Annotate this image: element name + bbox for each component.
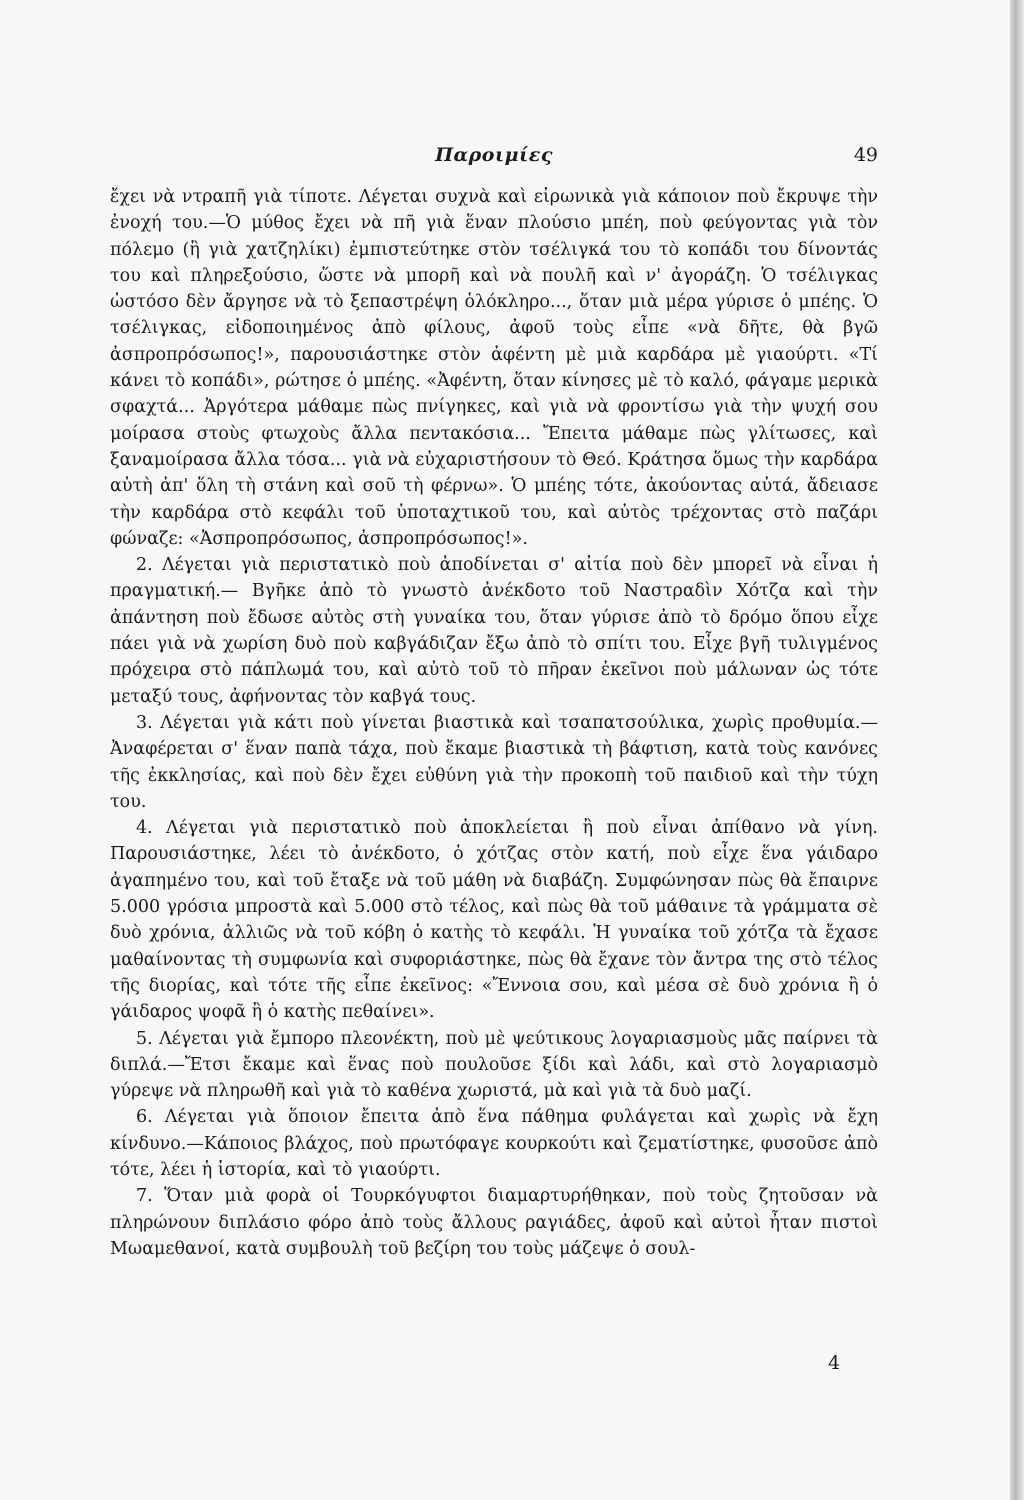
running-title: Παροιμίες bbox=[435, 144, 553, 166]
paragraph-5: 5. Λέγεται γιὰ ἔμπορο πλεονέκτη, ποὺ μὲ ψεύτικους λογαριασμοὺς μᾶς παίρνει τὰ διπλά.—Ἔτσι ἔκαμε καὶ ἕνας ποὺ πουλοῦσε ξίδι καὶ λάδι, καὶ στὸ λογαριασμὸ γύρεψε νὰ πληρωθῆ καὶ γιὰ τὸ καθένα χωριστά, μὰ καὶ γιὰ τὰ δυὸ μαζί. bbox=[110, 1028, 878, 1102]
paragraph-2: 2. Λέγεται γιὰ περιστατικὸ ποὺ ἀποδίνεται σ' αἰτία ποὺ δὲν μπορεῖ νὰ εἶναι ἡ πραγματική.— Βγῆκε ἀπὸ τὸ γνωστὸ ἀνέκδοτο τοῦ Ναστραδὶν Χότζα καὶ τὴν ἀπάντηση ποὺ ἔδωσε αὐτὸς στὴ γυναίκα του, ὅταν γύρισε ἀπὸ τὸ δρόμο ὅπου εἶχε πάει γιὰ νὰ χωρίση δυὸ ποὺ καβγάδιζαν ἔξω ἀπὸ τὸ σπίτι του. Εἶχε βγῆ τυλιγμένος πρόχειρα στὸ πάπλωμά του, καὶ αὐτὸ τοῦ τὸ πῆραν ἐκεῖνοι ποὺ μάλωναν ὡς τότε μεταξύ τους, ἀφήνοντας τὸν καβγά τους. bbox=[110, 555, 878, 707]
paragraph-4: 4. Λέγεται γιὰ περιστατικὸ ποὺ ἀποκλείεται ἢ ποὺ εἶναι ἀπίθανο νὰ γίνη. Παρουσιάστηκε, λέει τὸ ἀνέκδοτο, ὁ χότζας στὸν κατή, ποὺ εἶχε ἕνα γάιδαρο ἀγαπημένο του, καὶ τοῦ ἔταξε νὰ τοῦ μάθη νὰ διαβάζη. Συμφώνησαν πὼς θὰ ἔπαιρνε 5.000 γρόσια μπροστὰ καὶ 5.000 στὸ τέλος, καὶ πὼς θὰ τοῦ μάθαινε τὰ γράμματα σὲ δυὸ χρόνια, ἀλλιῶς νὰ τοῦ κόβη ὁ κατὴς τὸ κεφάλι. Ἡ γυναίκα τοῦ χότζα τὰ ἔχασε μαθαίνοντας τὴ συμφωνία καὶ συφοριάστηκε, πὼς θὰ ἔχανε τὸν ἄντρα της στὸ τέλος τῆς διορίας, καὶ τότε τῆς εἶπε ἐκεῖνος: «Ἔννοια σου, καὶ μέσα σὲ δυὸ χρόνια ἢ ὁ γάιδαρος ψοφᾶ ἢ ὁ κατὴς πεθαίνει». bbox=[110, 818, 878, 1023]
paragraph-6: 6. Λέγεται γιὰ ὅποιον ἔπειτα ἀπὸ ἕνα πάθημα φυλάγεται καὶ χωρὶς νὰ ἔχη κίνδυνο.—Κάποιος βλάχος, ποὺ πρωτόφαγε κουρκούτι καὶ ζεματίστηκε, φυσοῦσε ἀπὸ τότε, λέει ἡ ἱστορία, καὶ τὸ γιαούρτι. bbox=[110, 1107, 878, 1180]
page-header bbox=[110, 144, 878, 174]
paragraph-7: 7. Ὅταν μιὰ φορὰ οἱ Τουρκόγυφτοι διαμαρτυρήθηκαν, ποὺ τοὺς ζητοῦσαν νὰ πληρώνουν διπλάσιο φόρο ἀπὸ τοὺς ἄλλους ραγιάδες, ἀφοῦ καὶ αὐτοὶ ἦταν πιστοὶ Μωαμεθανοί, κατὰ συμβουλὴ τοῦ βεζίρη του τοὺς μάζεψε ὁ σουλ- bbox=[110, 1186, 878, 1259]
page-edge bbox=[1010, 0, 1024, 1500]
paragraph-1: ἔχει νὰ ντραπῆ γιὰ τίποτε. Λέγεται συχνὰ καὶ εἰρωνικὰ γιὰ κάποιον ποὺ ἔκρυψε τὴν ἐνοχή του.—Ὁ μύθος ἔχει νὰ πῆ γιὰ ἕναν πλούσιο μπέη, ποὺ φεύγοντας γιὰ τὸν πόλεμο (ἢ γιὰ χατζηλίκι) ἐμπιστεύτηκε στὸν τσέλιγκά του τὸ κοπάδι του δίνοντάς του καὶ πληρεξούσιο, ὥστε νὰ μπορῆ καὶ νὰ πουλῆ καὶ ν' ἀγοράζη. Ὁ τσέλιγκας ὡστόσο δὲν ἄργησε νὰ τὸ ξεπαστρέψη ὁλόκληρο..., ὅταν μιὰ μέρα γύρισε ὁ μπέης. Ὁ τσέλιγκας, εἰδοποιημένος ἀπὸ φίλους, ἀφοῦ τοὺς εἶπε «νὰ δῆτε, θὰ βγῶ ἀσπροπρόσωπος!», παρουσιάστηκε στὸν ἀφέντη μὲ μιὰ καρδάρα μὲ γιαούρτι. «Τί κάνει τὸ κοπάδι», ρώτησε ὁ μπέης. «Ἀφέντη, ὅταν κίνησες μὲ τὸ καλό, φάγαμε μερικὰ σφαχτά... Ἀργότερα μάθαμε πὼς πνίγηκες, καὶ γιὰ νὰ φροντίσω γιὰ τὴν ψυχή σου μοίρασα στοὺς φτωχοὺς ἄλλα πεντακόσια... Ἔπειτα μάθαμε πὼς γλίτωσες, καὶ ξαναμοίρασα ἄλλα τόσα... γιὰ νὰ εὐχαριστήσουν τὸ Θεό. Κράτησα ὅμως τὴν καρδάρα αὐτὴ ἀπ' ὅλη τὴ στάνη καὶ σοῦ τὴ φέρνω». Ὁ μπέης τότε, ἀκούοντας αὐτά, ἄδειασε τὴν καρδάρα στὸ κεφάλι τοῦ ὑποταχτικοῦ του, καὶ αὐτὸς τρέχοντας στὸ παζάρι φώναζε: «Ἀσπροπρόσωπος, ἀσπροπρόσωπος!». bbox=[110, 187, 878, 549]
paragraph-3: 3. Λέγεται γιὰ κάτι ποὺ γίνεται βιαστικὰ καὶ τσαπατσούλικα, χωρὶς προθυμία.—Ἀναφέρεται σ' ἕναν παπὰ τάχα, ποὺ ἔκαμε βιαστικὰ τὴ βάφτιση, κατὰ τοὺς κανόνες τῆς ἐκκλησίας, καὶ ποὺ δὲν ἔχει εὐθύνη γιὰ τὴν προκοπὴ τοῦ παιδιοῦ καὶ τὴν τύχη του. bbox=[110, 712, 878, 812]
page-body bbox=[110, 184, 878, 1262]
page-number: 49 bbox=[853, 144, 878, 166]
signature-mark: 4 bbox=[828, 1352, 841, 1374]
